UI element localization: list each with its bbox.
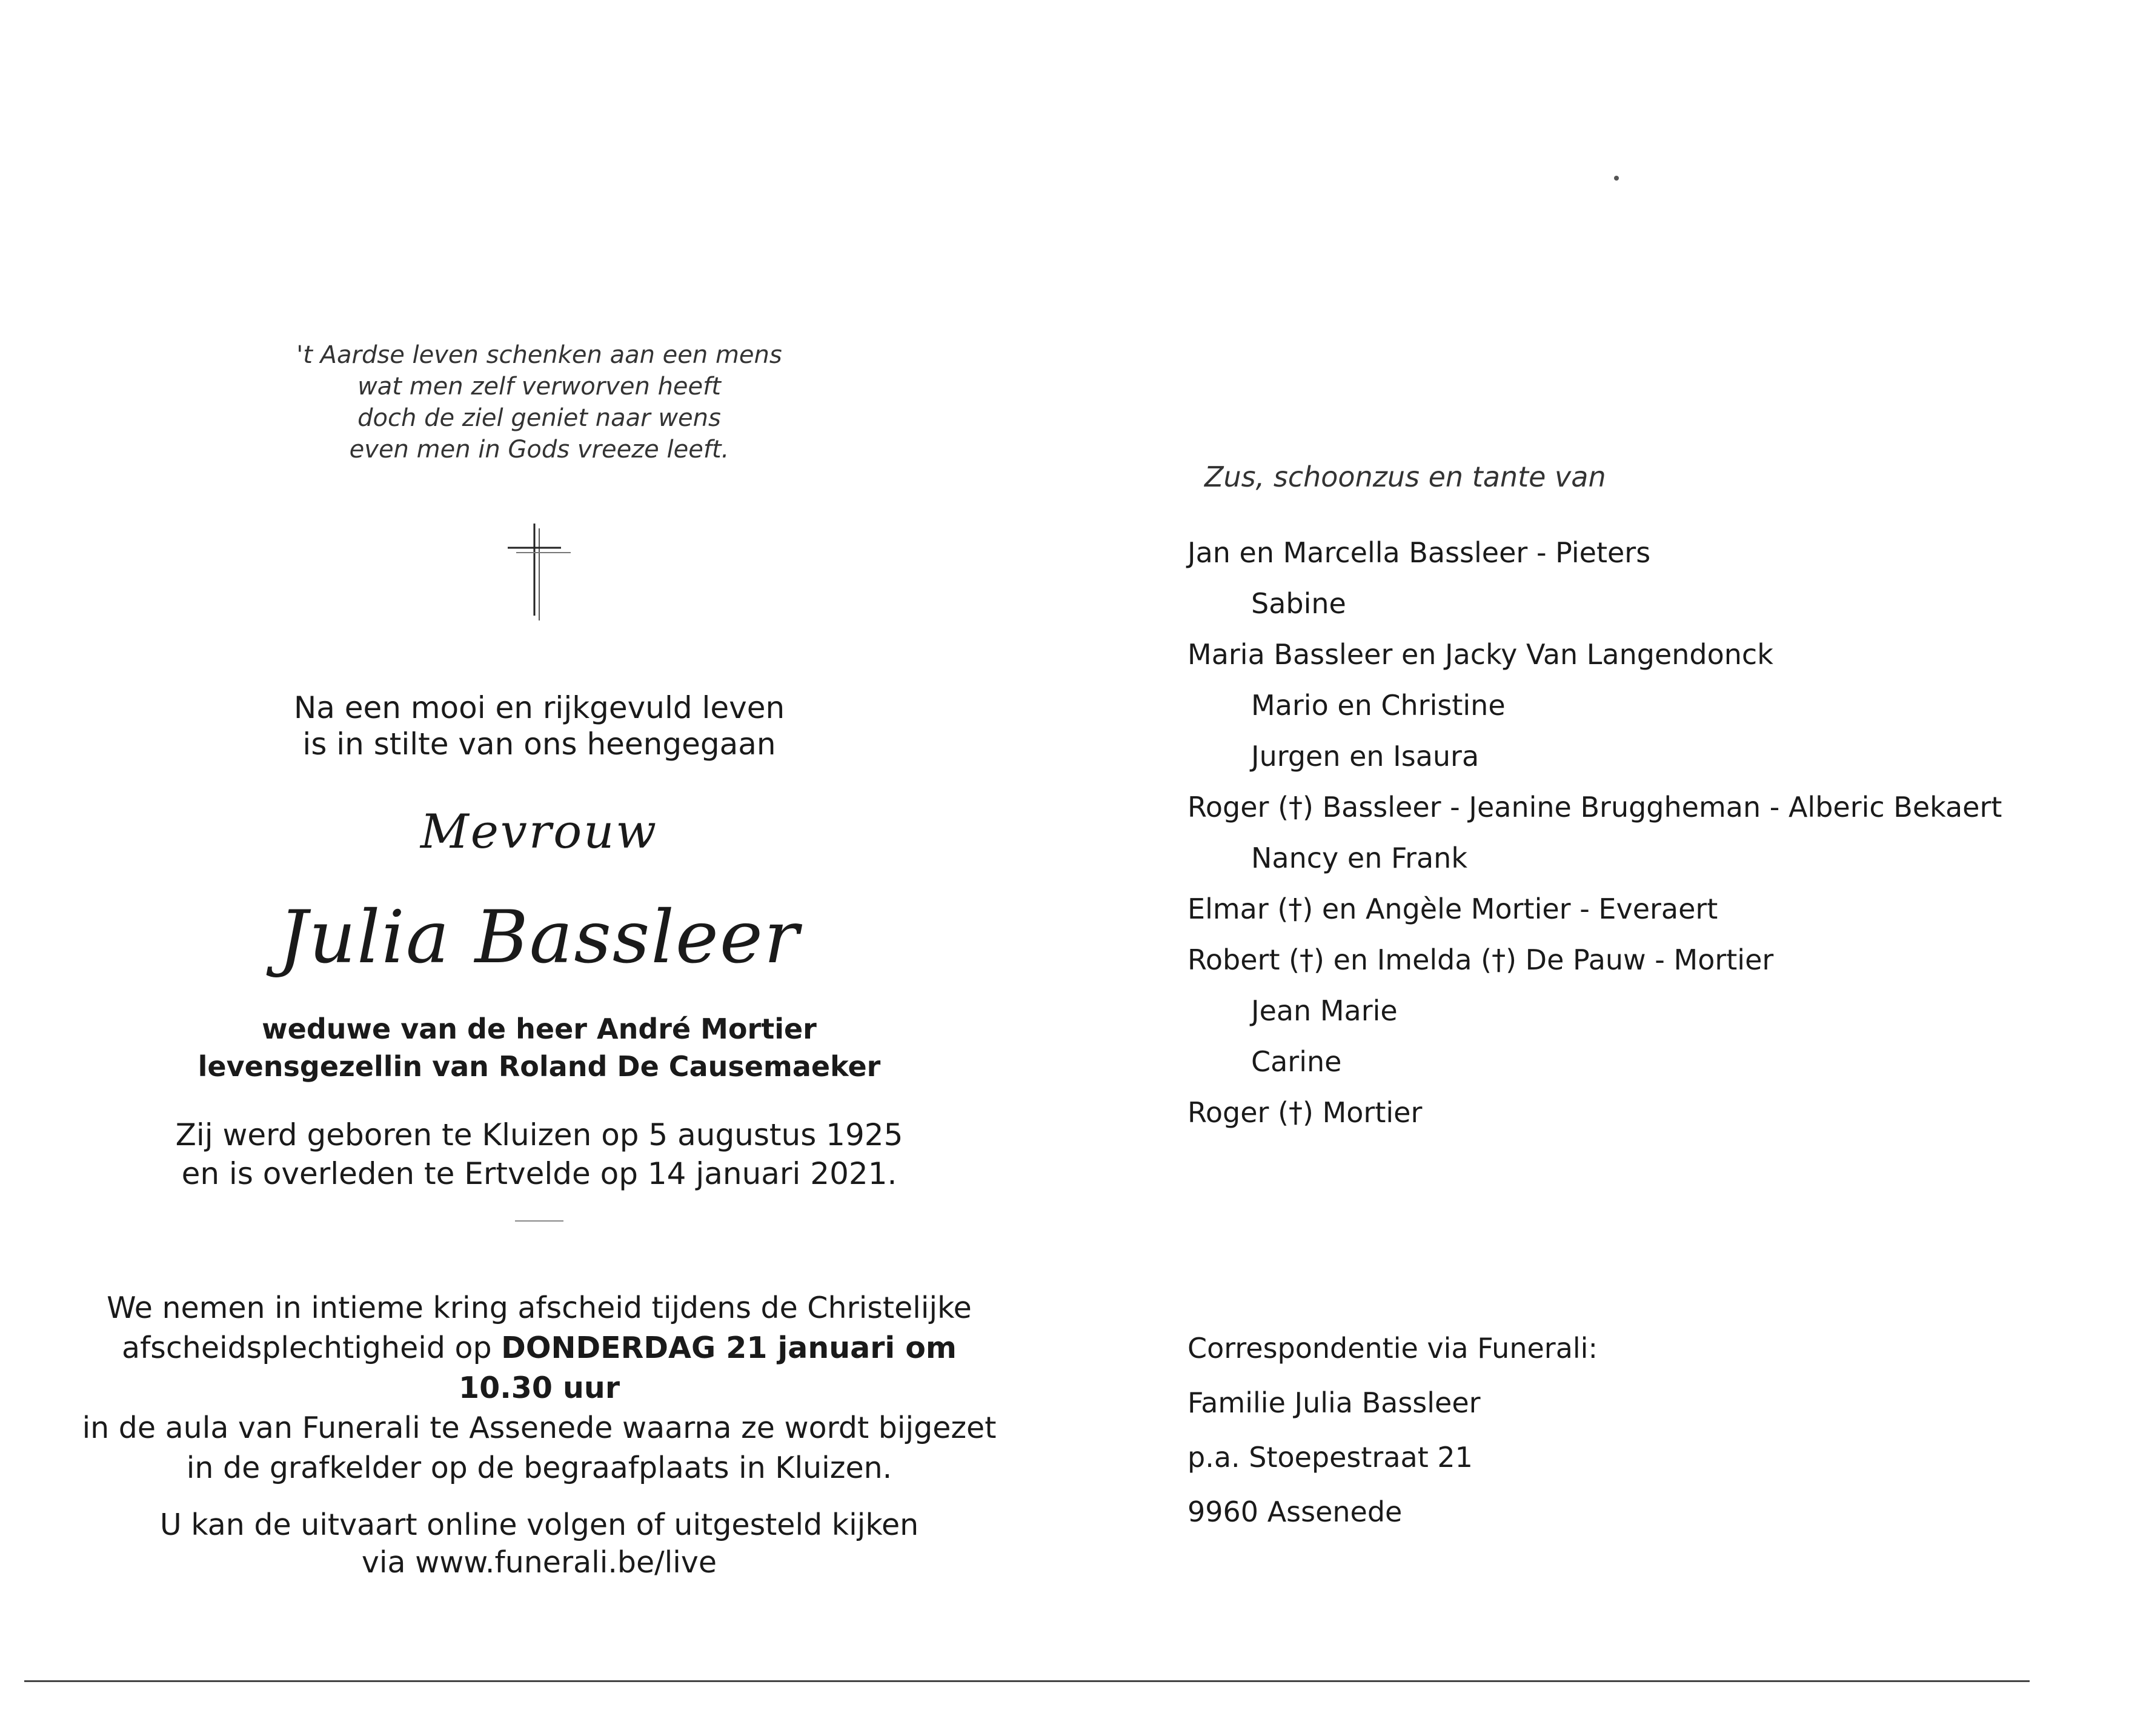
poem-line: even men in Gods vreeze leeft. [349,436,729,464]
service-info [79,1288,1000,1488]
poem-line: doch de ziel geniet naar wens [357,404,721,432]
family-list [1187,527,2036,1138]
family-column [1187,461,2036,1138]
family-member: Elmar (†) en Angèle Mortier - Everaert [1187,893,1718,925]
cross-icon [503,520,576,623]
livestream-url: via www.funerali.be/live [361,1545,717,1580]
correspondence-name: Familie Julia Bassleer [1187,1386,1481,1419]
correspondence [1187,1321,1598,1539]
service-line: We nemen in intieme kring afscheid tijdens de Christelijke [107,1291,972,1325]
marital-status [79,1010,1000,1085]
correspondence-street: p.a. Stoepestraat 21 [1187,1441,1473,1474]
divider [515,1220,563,1222]
service-line: in de grafkelder op de begraafplaats in Kluizen. [186,1451,892,1485]
partner-line: levensgezellin van Roland De Causemaeker [198,1050,881,1083]
spouse-line: weduwe van de heer André Mortier [262,1013,817,1045]
family-member: Roger (†) Mortier [1187,1096,1423,1129]
bottom-rule [24,1680,2030,1682]
family-intro: Zus, schoonzus en tante van [1204,461,1606,493]
family-member: Sabine [1251,587,1346,620]
family-member: Roger (†) Bassleer - Jeanine Bruggheman - Alberic Bekaert [1187,791,2002,823]
deceased-name: Julia Bassleer [278,896,800,980]
speck [1614,176,1619,181]
family-member: Carine [1251,1045,1342,1078]
intro-text [79,690,1000,762]
intro-line: is in stilte van ons heengegaan [302,727,776,762]
family-member: Jurgen en Isaura [1251,740,1480,773]
service-text: afscheidsplechtigheid op [122,1331,502,1365]
family-member: Robert (†) en Imelda (†) De Pauw - Mortier [1187,943,1774,976]
birth-line: Zij werd geboren te Kluizen op 5 augustus 1925 [175,1117,903,1152]
life-dates [79,1116,1000,1193]
family-member: Maria Bassleer en Jacky Van Langendonck [1187,638,1773,671]
correspondence-heading: Correspondentie via Funerali: [1187,1332,1598,1365]
poem-line: 't Aardse leven schenken aan een mens [296,341,782,369]
online-info [79,1506,1000,1581]
death-line: en is overleden te Ertvelde op 14 januari 2021. [181,1156,897,1191]
service-line: in de aula van Funerali te Assenede waarna ze wordt bijgezet [82,1411,997,1445]
correspondence-city: 9960 Assenede [1187,1495,1403,1528]
family-member: Jan en Marcella Bassleer - Pieters [1187,536,1651,569]
service-line [79,1328,1000,1408]
left-column [79,339,1000,1581]
poem [79,339,1000,465]
honorific: Mevrouw [420,805,659,859]
poem-line: wat men zelf verworven heeft [357,373,721,401]
online-line: U kan de uitvaart online volgen of uitgesteld kijken [159,1508,919,1542]
family-member: Mario en Christine [1251,689,1506,722]
family-member: Nancy en Frank [1251,842,1467,874]
service-datetime: DONDERDAG 21 januari om 10.30 uur [459,1331,957,1405]
intro-line: Na een mooi en rijkgevuld leven [293,690,785,725]
family-member: Jean Marie [1251,994,1398,1027]
